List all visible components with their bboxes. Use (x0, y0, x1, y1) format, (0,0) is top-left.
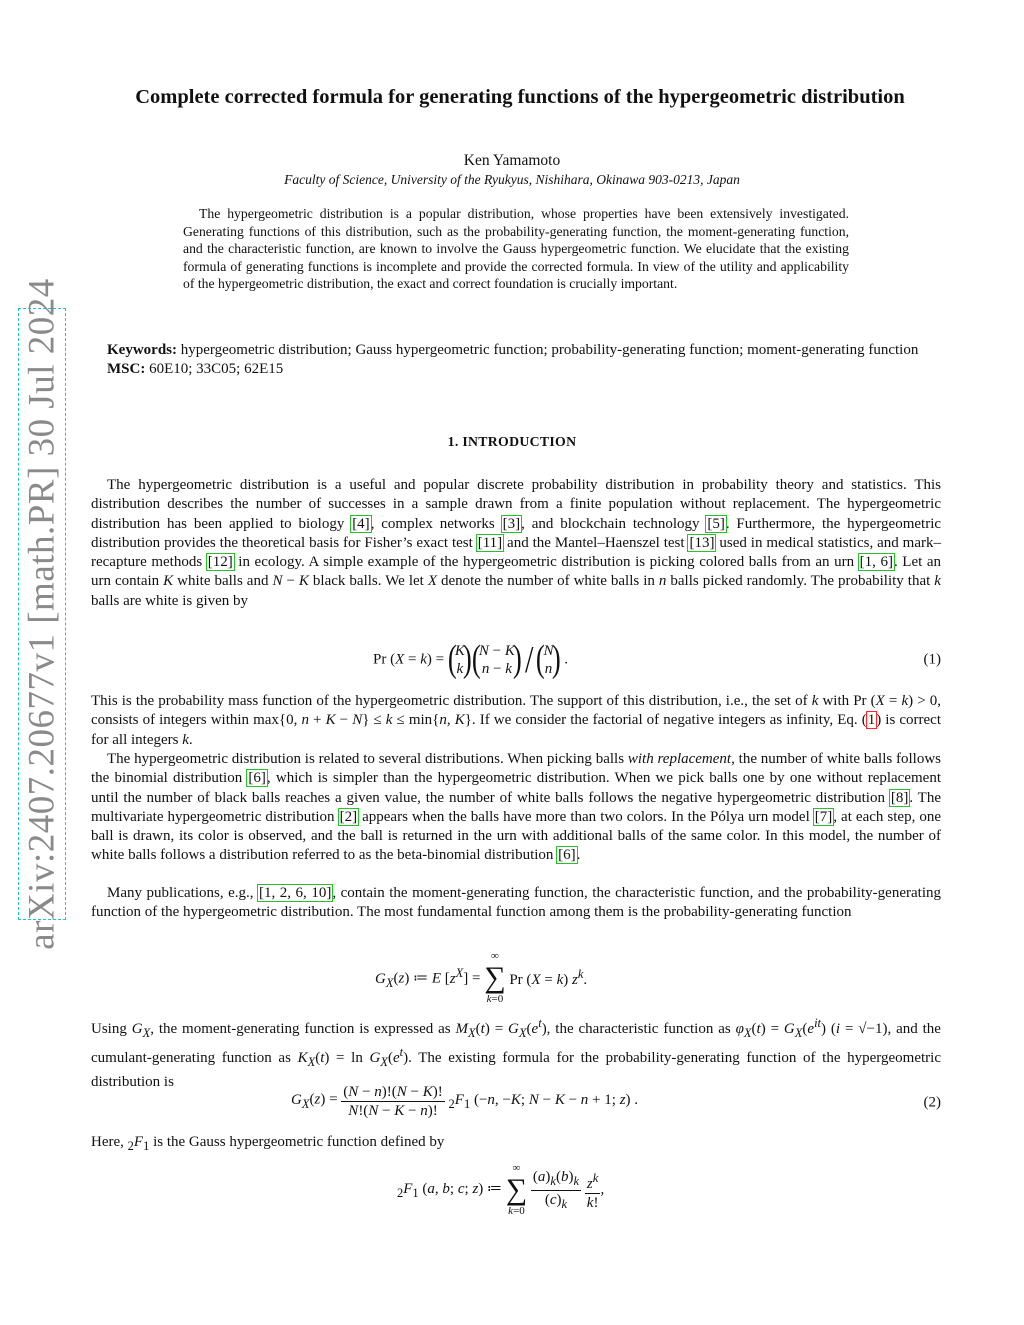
keywords-text: hypergeometric distribution; Gauss hypergeometric function; probability-generating function; moment-generating function (180, 342, 919, 358)
citation-link[interactable]: [8] (890, 789, 909, 806)
citation-link[interactable]: [6] (558, 847, 576, 864)
citation-link[interactable]: [1, 2, 6, 10] (259, 885, 332, 901)
citation-link[interactable]: [2] (339, 808, 358, 825)
keywords-label: Keywords: (107, 342, 177, 358)
citation-link[interactable]: [7] (814, 808, 833, 825)
citation-link[interactable]: [6] (248, 770, 266, 787)
author-name: Ken Yamamoto (463, 152, 561, 169)
intro-paragraph-5: Using $G_X$, the moment-generating function is expressed as $M_X(t) = G_X(e^t)$, the characteristic function as $\varphi_X(t) = G_X(e^{it}) (i = √-1)$, and the cumulant-generating function as $K_X(t) = \ln G_X(e^t)$. The existing formula for the probability-generating function of the hypergeometric distribution is (91, 1016, 941, 1090)
intro-paragraph-4: Many publications, e.g., [1, 2, 6, 10], contain the moment-generating function, the characteristic function, and the probability-generating function of the hypergeometric distribution. The most fundamental function among them is the probability-generating function (91, 885, 941, 921)
msc-label: MSC: (107, 361, 146, 378)
paper-title: Complete corrected formula for generating functions of the hypergeometric distribution (135, 86, 905, 108)
equation-2: $G_X(z)$ = $\frac{(N - n)!(N - K)!}{N!(N - K - n)!}$ $_2F_1$ (−n, −K; N − K − n + 1; z) . (2) (291, 1084, 941, 1119)
citation-link[interactable]: [4] (352, 515, 370, 532)
equation-hypergeometric-definition: $_2F_1$ (a, b; c; z) ≔ ∞ ∑ k=0 $\frac{(a)_k(b)_k}{(c)_k}$ $\frac{z^k}{k!}$ , (397, 1162, 605, 1217)
arxiv-identifier-box[interactable] (18, 278, 66, 950)
citation-link[interactable]: [3] (502, 515, 521, 532)
arxiv-identifier[interactable]: arXiv:2407.20677v1 [math.PR] 30 Jul 2024 (21, 278, 63, 950)
abstract: The hypergeometric distribution is a popular distribution, whose properties have been extensively investigated. Generating functions of this distribution, such as the probability-generating function, the moment-generating function, and the characteristic function, are known to involve the Gauss hypergeometric function. We elucidate that the existing formula of generating functions is incomplete and provide the corrected formula. In view of the utility and applicability of the hypergeometric distribution, the exact and correct foundation is crucially important. (183, 206, 849, 291)
intro-paragraph-2: This is the probability mass function of the hypergeometric distribution. The support of this distribution, i.e., the set of k with Pr (X = k) > 0, consists of integers within max{0, n + K − N} ≤ k ≤ min{n, K}. If we consider the factorial of negative integers as infinity, Eq. (1) is correct for all integers k. (91, 693, 942, 748)
equation-1: Pr (X = k) = ( K k ) ( N − K n − k ) / ( N n ) . (1) (373, 638, 941, 681)
citation-link[interactable]: [5] (707, 515, 725, 532)
equation-ref-link[interactable]: 1 (867, 712, 876, 729)
citation-link[interactable]: [13] (689, 534, 715, 551)
msc-text: 60E10; 33C05; 62E15 (149, 361, 284, 378)
equation-number: (2) (923, 1094, 941, 1111)
intro-paragraph-6: Here, $_2F_1$ is the Gauss hypergeometric function defined by (91, 1134, 445, 1153)
keywords-block (91, 341, 941, 380)
citation-link[interactable]: [1, 6] (859, 554, 893, 570)
author-affiliation: Faculty of Science, University of the Ryukyus, Nishihara, Okinawa 903-0213, Japan (284, 172, 740, 187)
section-heading: 1. INTRODUCTION (447, 434, 577, 449)
intro-paragraph-1: The hypergeometric distribution is a useful and popular discrete probability distribution in probability theory and statistics. This distribution describes the number of successes in a sample drawn from a finite population without replacement. The hypergeometric distribution has been applied to biology [4], complex networks [3], and blockchain technology [5]. Furthermore, the hypergeometric distribution provides the theoretical basis for Fisher’s exact test [11] and the Mantel–Haenszel test [13] used in medical statistics, and mark–recapture methods [12] in ecology. A simple example of the hypergeometric distribution is picking colored balls from an urn [1, 6]. Let an urn contain K white balls and N − K black balls. We let X denote the number of white balls in n balls picked randomly. The probability that k balls are white is given by (91, 477, 942, 609)
equation-pgf-definition: $G_X(z)$ ≔ E $[z^X]$ = ∞ ∑ k=0 Pr (X = k) $z^k$. (375, 950, 588, 1005)
equation-number: (1) (923, 651, 941, 668)
citation-link[interactable]: [12] (207, 554, 233, 570)
citation-link[interactable]: [11] (477, 534, 503, 551)
intro-paragraph-3: The hypergeometric distribution is related to several distributions. When picking balls with replacement, the number of white balls follows the binomial distribution [6], which is simpler than the hypergeometric distribution. When we pick balls one by one without replacement until the number of black balls reaches a given value, the number of white balls follows the negative hypergeometric distribution [8]. The multivariate hypergeometric distribution [2] appears when the balls have more than two colors. In the Pólya urn model [7], at each step, one ball is drawn, its color is observed, and the ball is returned in the urn with additional balls of the same color. In this model, the number of white balls follows a distribution referred to as the beta-binomial distribution [6]. (91, 751, 942, 864)
